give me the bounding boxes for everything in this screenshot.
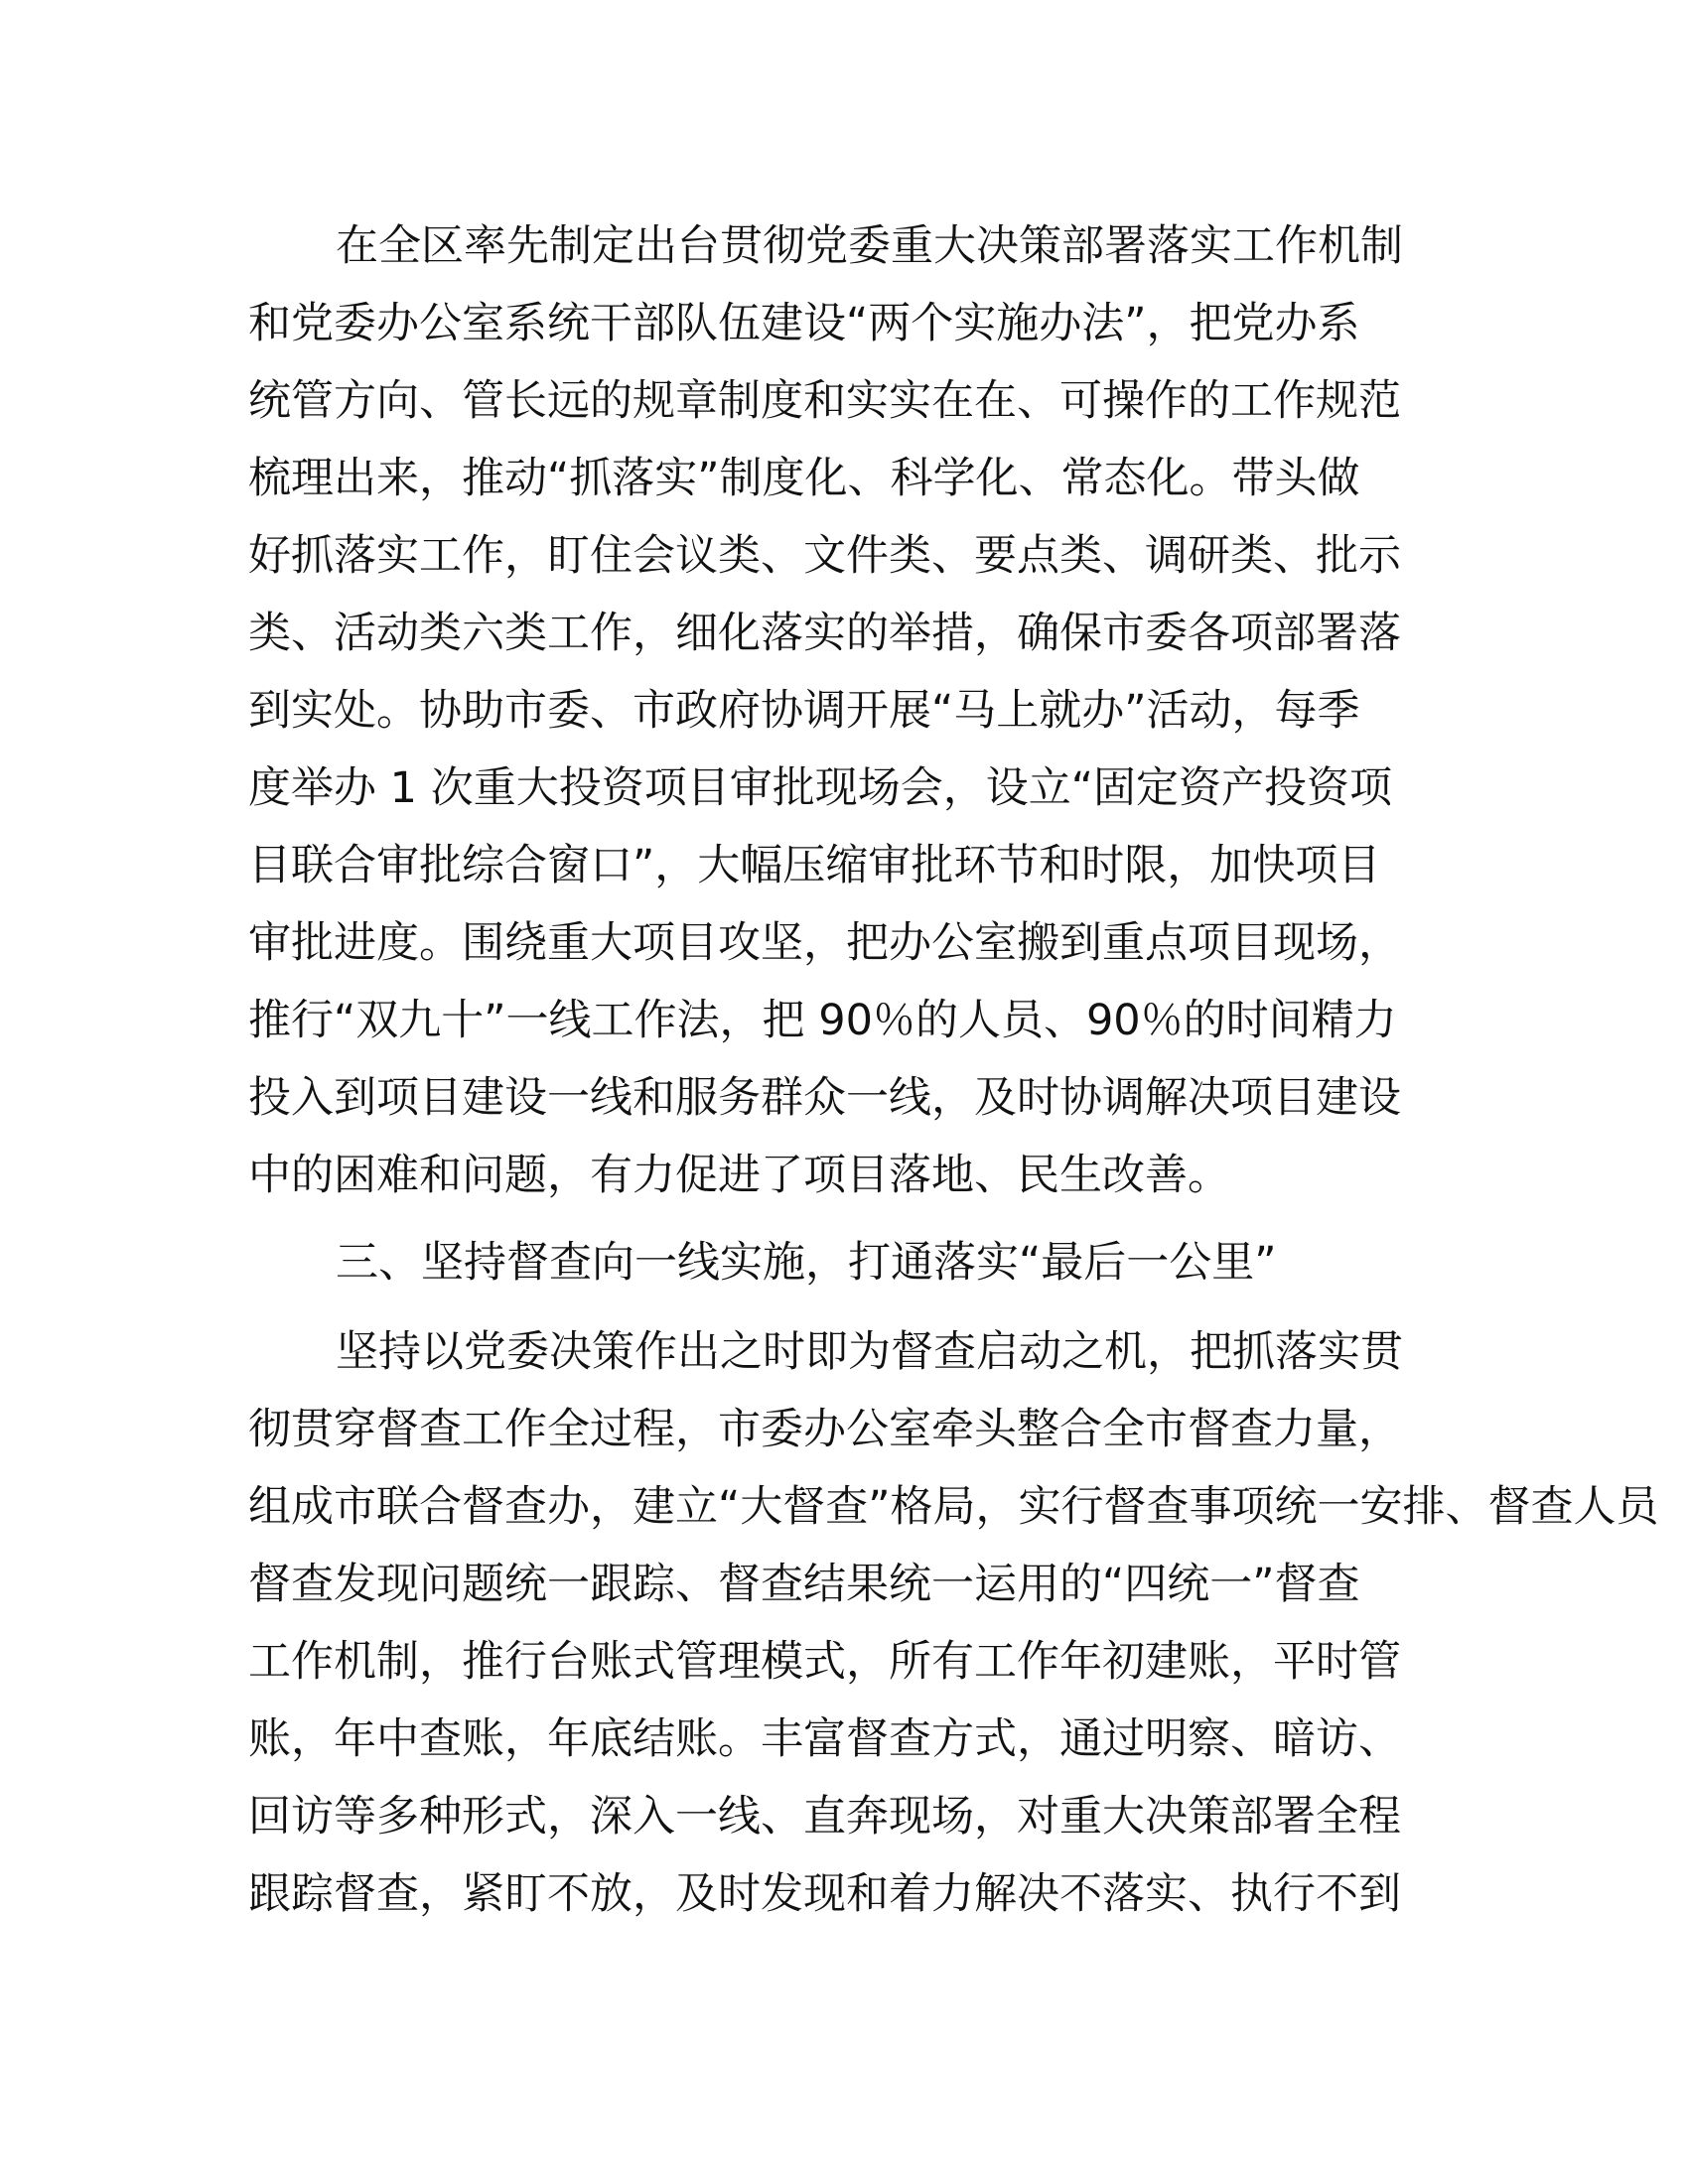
paragraph-2-line-4: 督查发现问题统一跟踪、督查结果统一运用的“四统一”督查 (248, 1560, 1360, 1609)
paragraph-2-line-1: 坚持以党委决策作出之时即为督查启动之机，把抓落实贯 (336, 1327, 1403, 1377)
paragraph-1-line-1: 在全区率先制定出台贯彻党委重大决策部署落实工作机制 (336, 221, 1403, 271)
paragraph-1-line-11: 推行“双九十”一线工作法，把 90％的人员、90％的时间精力 (248, 996, 1397, 1045)
paragraph-1-line-7: 到实处。协助市委、市政府协调开展“马上就办”活动，每季 (248, 686, 1360, 736)
paragraph-1-line-12: 投入到项目建设一线和服务群众一线，及时协调解决项目建设 (248, 1073, 1401, 1123)
paragraph-2-line-5: 工作机制，推行台账式管理模式，所有工作年初建账，平时管 (248, 1637, 1401, 1687)
paragraph-2-line-8: 跟踪督查，紧盯不放，及时发现和着力解决不落实、执行不到 (248, 1869, 1401, 1919)
paragraph-1-line-10: 审批进度。围绕重大项目攻坚，把办公室搬到重点项目现场， (248, 918, 1401, 968)
paragraph-2-line-6: 账，年中查账，年底结账。丰富督查方式，通过明察、暗访、 (248, 1714, 1401, 1764)
paragraph-1-line-2: 和党委办公室系统干部队伍建设“两个实施办法”，把党办系 (248, 299, 1360, 348)
paragraph-2-line-3: 组成市联合督查办，建立“大督查”格局，实行督查事项统一安排、督查人员 (248, 1482, 1659, 1532)
paragraph-1-line-4: 梳理出来，推动“抓落实”制度化、科学化、常态化。带头做 (248, 454, 1360, 503)
paragraph-1-line-9: 目联合审批综合窗口”，大幅压缩审批环节和时限，加快项目 (248, 841, 1381, 890)
paragraph-1-line-8: 度举办 1 次重大投资项目审批现场会，设立“固定资产投资项 (248, 763, 1392, 813)
paragraph-1-line-6: 类、活动类六类工作，细化落实的举措，确保市委各项部署落 (248, 609, 1401, 658)
paragraph-2-line-7: 回访等多种形式，深入一线、直奔现场，对重大决策部署全程 (248, 1792, 1401, 1842)
paragraph-1-line-3: 统管方向、管长远的规章制度和实实在在、可操作的工作规范 (248, 376, 1401, 426)
paragraph-1-line-5: 好抓落实工作，盯住会议类、文件类、要点类、调研类、批示 (248, 531, 1401, 581)
section-heading: 三、坚持督查向一线实施，打通落实“最后一公里” (336, 1238, 1277, 1288)
paragraph-2-line-2: 彻贯穿督查工作全过程，市委办公室牵头整合全市督查力量， (248, 1405, 1401, 1454)
paragraph-1-line-13: 中的困难和问题，有力促进了项目落地、民生改善。 (248, 1151, 1230, 1200)
